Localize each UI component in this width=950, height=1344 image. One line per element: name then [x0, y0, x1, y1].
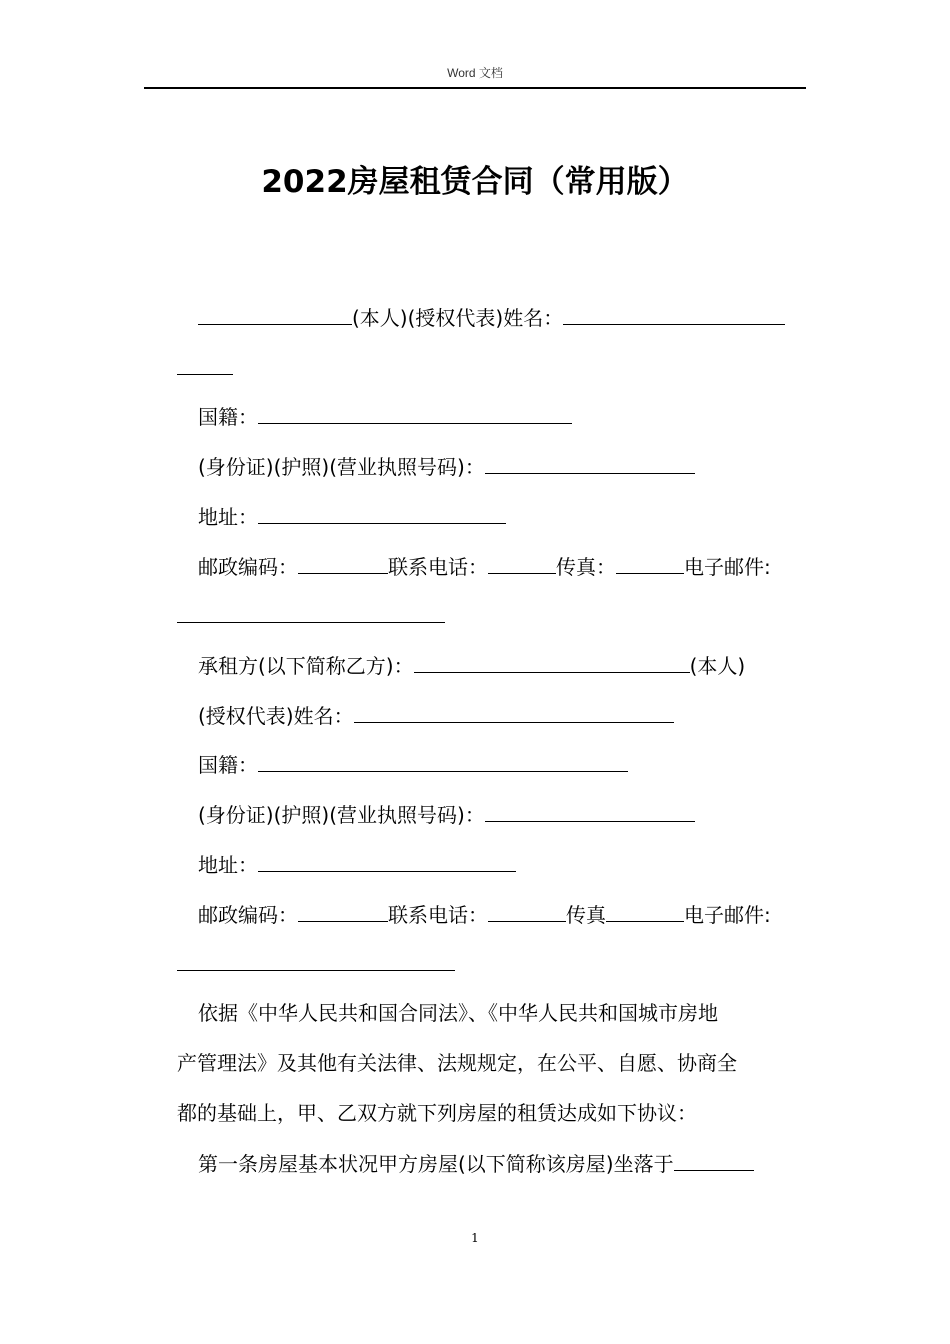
party-b-lessee-line	[198, 652, 745, 679]
party-a-name-label: (本人)(授权代表)姓名：	[352, 306, 564, 330]
party-b-address-label: 地址：	[198, 853, 258, 877]
page-number: 1	[471, 1231, 479, 1245]
party-b-nationality-blank[interactable]	[258, 751, 628, 772]
party-a-fax-label: 传真：	[556, 555, 616, 579]
party-a-id-blank[interactable]	[485, 453, 695, 474]
party-a-name-line	[198, 304, 785, 331]
party-a-address-label: 地址：	[198, 505, 258, 529]
party-a-contact-line	[198, 553, 771, 580]
body-line-1: 依据《中华人民共和国合同法》、《中华人民共和国城市房地	[198, 1001, 718, 1025]
party-a-blank[interactable]	[198, 304, 352, 325]
party-a-nationality-line	[198, 403, 572, 430]
party-b-phone-blank[interactable]	[488, 901, 566, 922]
party-a-fax-blank[interactable]	[616, 553, 684, 574]
party-b-id-label: (身份证)(护照)(营业执照号码)：	[198, 803, 485, 827]
body-line-3: 都的基础上，甲、乙双方就下列房屋的租赁达成如下协议：	[177, 1101, 697, 1125]
body-line-4-row	[198, 1150, 754, 1177]
party-a-address-line	[198, 503, 506, 530]
party-b-address-line	[198, 851, 516, 878]
party-b-email-continuation	[177, 950, 455, 977]
party-b-contact-line	[198, 901, 771, 928]
page-header: Word 文档	[447, 66, 503, 80]
party-b-fax-blank[interactable]	[606, 901, 684, 922]
party-a-name-continuation	[177, 354, 233, 381]
party-a-postcode-label: 邮政编码：	[198, 555, 298, 579]
party-a-postcode-blank[interactable]	[298, 553, 388, 574]
party-a-phone-label: 联系电话：	[388, 555, 488, 579]
party-b-phone-label: 联系电话：	[388, 903, 488, 927]
document-title: 2022房屋租赁合同（常用版）	[261, 164, 689, 200]
party-b-nationality-line	[198, 751, 628, 778]
body-line-4: 第一条房屋基本状况甲方房屋(以下简称该房屋)坐落于	[198, 1152, 674, 1176]
party-b-address-blank[interactable]	[258, 851, 516, 872]
party-b-id-blank[interactable]	[485, 801, 695, 822]
party-a-name-blank[interactable]	[563, 304, 785, 325]
property-location-blank[interactable]	[674, 1150, 754, 1171]
party-b-self-label: (本人)	[689, 654, 746, 678]
party-b-postcode-label: 邮政编码：	[198, 903, 298, 927]
party-a-id-line	[198, 453, 695, 480]
party-a-nationality-label: 国籍：	[198, 405, 258, 429]
party-a-name-blank-cont[interactable]	[177, 354, 233, 375]
party-b-lessee-label: 承租方(以下简称乙方)：	[198, 654, 414, 678]
party-b-lessee-blank[interactable]	[414, 652, 690, 673]
party-a-phone-blank[interactable]	[488, 553, 556, 574]
party-b-nationality-label: 国籍：	[198, 753, 258, 777]
party-b-postcode-blank[interactable]	[298, 901, 388, 922]
party-a-address-blank[interactable]	[258, 503, 506, 524]
body-line-2: 产管理法》及其他有关法律、法规规定，在公平、自愿、协商全	[177, 1051, 737, 1075]
party-b-fax-label: 传真	[566, 903, 606, 927]
party-b-name-label: (授权代表)姓名：	[198, 704, 354, 728]
party-a-email-blank[interactable]	[177, 602, 445, 623]
party-b-name-line	[198, 702, 674, 729]
party-b-id-line	[198, 801, 695, 828]
party-a-id-label: (身份证)(护照)(营业执照号码)：	[198, 455, 485, 479]
party-a-nationality-blank[interactable]	[258, 403, 572, 424]
party-b-name-blank[interactable]	[354, 702, 674, 723]
party-a-email-continuation	[177, 602, 445, 629]
party-a-email-label: 电子邮件:	[684, 555, 771, 579]
party-b-email-label: 电子邮件:	[684, 903, 771, 927]
header-rule	[144, 87, 806, 89]
party-b-email-blank[interactable]	[177, 950, 455, 971]
